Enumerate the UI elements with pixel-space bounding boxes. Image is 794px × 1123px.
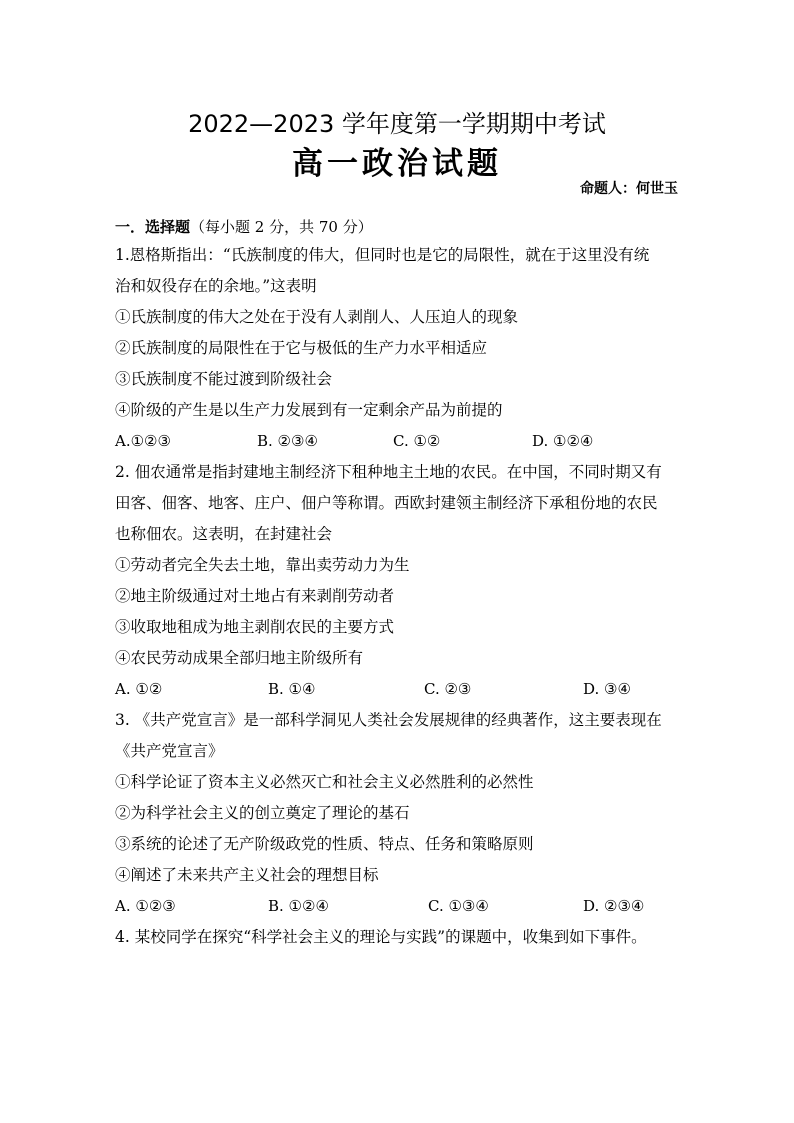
q2-stem-line-2: 田客、佃客、地客、庄户、佃户等称谓。西欧封建领主制经济下承租份地的农民 <box>115 494 658 512</box>
q2-option-d: D. ③④ <box>583 680 631 698</box>
q1-statement-3: ③氏族制度不能过渡到阶级社会 <box>115 370 333 388</box>
q3-option-c: C. ①③④ <box>428 897 489 915</box>
section-title: 一．选择题 <box>115 218 191 236</box>
q2-options <box>115 674 683 705</box>
q1-option-a: A.①②③ <box>115 432 171 450</box>
q3-statement-1: ①科学论证了资本主义必然灭亡和社会主义必然胜利的必然性 <box>115 773 534 791</box>
exam-subtitle: 高一政治试题 <box>292 146 502 182</box>
author-line: 命题人：何世玉 <box>580 181 678 197</box>
q3-statement-4: ④阐述了未来共产主义社会的理想目标 <box>115 866 379 884</box>
q1-statement-1: ①氏族制度的伟大之处在于没有人剥削人、人压迫人的现象 <box>115 308 519 326</box>
q2-option-b: B. ①④ <box>268 680 316 698</box>
q3-statement-3: ③系统的论述了无产阶级政党的性质、特点、任务和策略原则 <box>115 835 534 853</box>
q1-stem-line-1: 1.恩格斯指出：“氏族制度的伟大，但同时也是它的局限性，就在于这里没有统 <box>115 246 650 264</box>
q2-stem-line-3: 也称佃农。这表明，在封建社会 <box>115 525 333 543</box>
q1-option-d: D. ①②④ <box>532 432 594 450</box>
q2-option-c: C. ②③ <box>424 680 472 698</box>
q1-stem-line-2: 治和奴役存在的余地。”这表明 <box>115 277 317 295</box>
section-note: （每小题 2 分，共 70 分） <box>190 218 373 236</box>
q2-option-a: A. ①② <box>115 680 163 698</box>
exam-title: 2022—2023 学年度第一学期期中考试 <box>188 110 606 138</box>
q1-option-b: B. ②③④ <box>257 432 318 450</box>
q3-options <box>115 891 683 922</box>
q3-option-b: B. ①②④ <box>268 897 329 915</box>
q1-options <box>115 426 683 457</box>
q1-statement-4: ④阶级的产生是以生产力发展到有一定剩余产品为前提的 <box>115 401 503 419</box>
q3-statement-2: ②为科学社会主义的创立奠定了理论的基石 <box>115 804 410 822</box>
q3-option-a: A. ①②③ <box>115 897 176 915</box>
q3-stem-line-1: 3. 《共产党宣言》是一部科学洞见人类社会发展规律的经典著作，这主要表现在 <box>115 711 662 729</box>
q2-statement-1: ①劳动者完全失去土地，靠出卖劳动力为生 <box>115 556 410 574</box>
q3-option-d: D. ②③④ <box>583 897 645 915</box>
q1-statement-2: ②氏族制度的局限性在于它与极低的生产力水平相适应 <box>115 339 488 357</box>
q2-statement-2: ②地主阶级通过对土地占有来剥削劳动者 <box>115 587 395 605</box>
section-heading <box>115 216 373 237</box>
q3-stem-line-2: 《共产党宣言》 <box>115 742 224 760</box>
q2-statement-3: ③收取地租成为地主剥削农民的主要方式 <box>115 618 395 636</box>
q4-stem-line-1: 4. 某校同学在探究“科学社会主义的理论与实践”的课题中，收集到如下事件。 <box>115 928 647 946</box>
q2-stem-line-1: 2. 佃农通常是指封建地主制经济下租种地主土地的农民。在中国，不同时期又有 <box>115 463 662 481</box>
q1-option-c: C. ①② <box>393 432 441 450</box>
questions-body <box>115 240 683 953</box>
q2-statement-4: ④农民劳动成果全部归地主阶级所有 <box>115 649 364 667</box>
